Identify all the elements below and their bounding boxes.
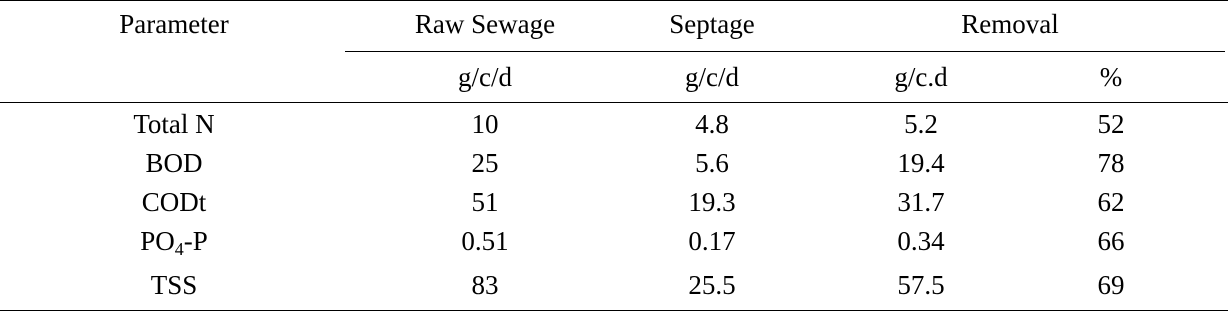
cell-removal-percent: 66 <box>1097 226 1125 256</box>
cell-septage: 25.5 <box>688 270 736 300</box>
cell-removal-percent: 78 <box>1097 148 1125 178</box>
header-bottom-rule <box>0 102 1228 103</box>
cell-raw-sewage: 83 <box>471 270 499 300</box>
cell-removal-amount: 5.2 <box>904 109 938 139</box>
unit-raw-sewage: g/c/d <box>458 62 512 92</box>
cell-septage: 5.6 <box>695 148 729 178</box>
cell-raw-sewage: 10 <box>471 109 499 139</box>
cell-removal-percent: 52 <box>1097 109 1125 139</box>
cell-parameter: Total N <box>133 109 215 139</box>
cell-removal-percent: 62 <box>1097 187 1125 217</box>
header-sub-rule <box>345 51 1225 52</box>
unit-septage: g/c/d <box>685 62 739 92</box>
cell-parameter-base: PO <box>140 226 175 256</box>
header-septage: Septage <box>669 9 755 39</box>
unit-removal-amount: g/c.d <box>894 62 948 92</box>
table-top-rule <box>0 0 1228 1</box>
cell-removal-amount: 57.5 <box>897 270 945 300</box>
cell-raw-sewage: 0.51 <box>461 226 509 256</box>
cell-removal-percent: 69 <box>1097 270 1125 300</box>
header-removal: Removal <box>961 9 1059 39</box>
table-row <box>0 147 1228 187</box>
cell-parameter <box>140 225 208 257</box>
cell-parameter: BOD <box>145 148 203 178</box>
cell-removal-amount: 0.34 <box>897 226 945 256</box>
cell-removal-amount: 19.4 <box>897 148 945 178</box>
cell-raw-sewage: 51 <box>471 187 499 217</box>
cell-septage: 0.17 <box>688 226 736 256</box>
cell-parameter-suffix: -P <box>183 226 208 256</box>
table-row <box>0 108 1228 148</box>
table-row <box>0 186 1228 226</box>
header-parameter: Parameter <box>119 9 229 39</box>
table-row <box>0 269 1228 309</box>
cell-parameter-subscript: 4 <box>174 239 184 259</box>
table-bottom-rule <box>0 310 1228 311</box>
cell-parameter: TSS <box>150 270 198 300</box>
cell-septage: 4.8 <box>695 109 729 139</box>
header-raw-sewage: Raw Sewage <box>414 9 556 39</box>
cell-parameter: CODt <box>141 187 207 217</box>
cell-septage: 19.3 <box>688 187 736 217</box>
unit-removal-percent: % <box>1099 62 1123 92</box>
cell-raw-sewage: 25 <box>471 148 499 178</box>
table-row <box>0 225 1228 265</box>
cell-removal-amount: 31.7 <box>897 187 945 217</box>
